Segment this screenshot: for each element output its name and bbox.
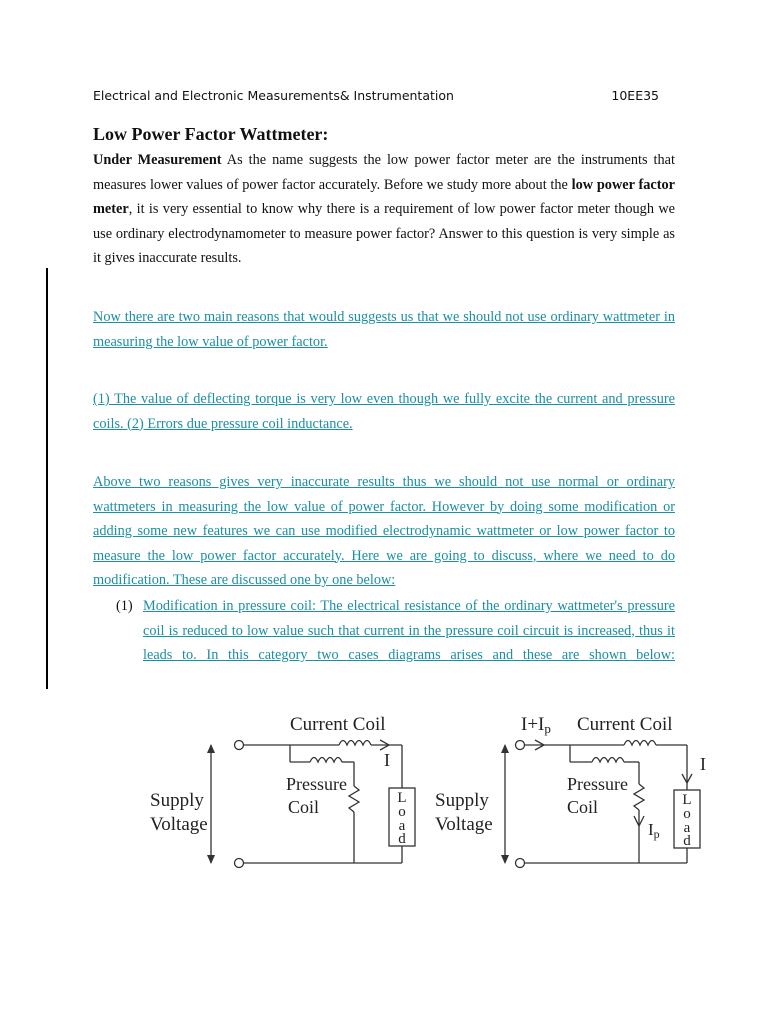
header-subject: Electrical and Electronic Measurements& Instrumentation [93, 88, 454, 103]
intro-paragraph [93, 148, 675, 271]
load-letter: d [683, 833, 691, 849]
resistor-symbol [349, 786, 359, 812]
terminal-top-left [235, 741, 244, 750]
intro-lead-bold: Under Measurement [93, 152, 222, 168]
header-course-code: 10EE35 [611, 88, 659, 103]
supply-label: Supply [435, 790, 489, 811]
pressure-label: Pressure [286, 774, 347, 794]
load-letter: L [682, 792, 692, 808]
current-coil-label: Current Coil [577, 714, 673, 735]
list-item-text: Modification in pressure coil: The electrical resistance of the ordinary wattmeter's pressure coil is reduced to low value such that current in the pressure coil circuit is increased, thus it leads to. In this category two cases diagrams arises and these are shown below: [143, 598, 675, 663]
revision-change-bar [46, 268, 48, 689]
terminal-top-right [516, 741, 525, 750]
load-letter: o [683, 806, 691, 822]
load-letter: a [398, 818, 406, 834]
modification-intro-paragraph: Above two reasons gives very inaccurate results thus we should not use normal or ordinary wattmeters in measuring the low value of power factor. However by doing some modification or adding some new features we can use modified electrodynamic wattmeter or low power factor to measure the low power factor accurately. Here we are going to discuss, where we need to do modification. These are discussed one by one below: [93, 474, 675, 588]
circuit-diagram-right [425, 700, 725, 880]
current-coil-symbol [339, 741, 371, 746]
pressure-coil-symbol [592, 758, 624, 763]
voltage-label: Voltage [150, 814, 208, 835]
current-label: I [384, 750, 390, 770]
coil-label: Coil [567, 797, 599, 817]
terminal-bottom-left [235, 859, 244, 868]
pressure-label: Pressure [567, 774, 628, 794]
pressure-coil-symbol [310, 758, 342, 763]
reasons-paragraph: (1) The value of deflecting torque is very low even though we fully excite the current and pressure coils. (2) Errors due pressure coil inductance. [93, 391, 675, 432]
page-header [93, 88, 675, 108]
load-letter: a [683, 820, 691, 836]
input-current-label: I+Ip [521, 714, 551, 736]
intro-text-2: , it is very essential to know why there is a requirement of low power factor meter though we use ordinary electrodynamometer to measure power factor? Answer to this question is very simple as it gives inaccurate results. [93, 201, 675, 266]
reasons-intro-paragraph: Now there are two main reasons that would suggests us that we should not use ordinary wattmeter in measuring the low value of power factor. [93, 309, 675, 350]
circuit-diagram-left [140, 700, 440, 880]
terminal-bottom-right [516, 859, 525, 868]
current-coil-symbol [624, 741, 656, 746]
load-letter: L [397, 790, 407, 806]
load-letter: d [398, 831, 406, 847]
list-item-number: (1) [116, 598, 133, 614]
pressure-current-label: Ip [648, 820, 660, 841]
coil-label: Coil [288, 797, 320, 817]
section-title: Low Power Factor Wattmeter: [93, 124, 329, 144]
supply-label: Supply [150, 790, 204, 811]
current-coil-label: Current Coil [290, 714, 386, 735]
resistor-symbol [634, 784, 644, 810]
intro-bold-2: low power factor meter [93, 176, 675, 217]
intro-text-1: As the name suggests the low power factor meter are the instruments that measures lower values of power factor accurately. Before we study more about the [93, 152, 675, 193]
load-letter: o [398, 804, 406, 820]
current-label: I [700, 754, 706, 774]
voltage-label: Voltage [435, 814, 493, 835]
